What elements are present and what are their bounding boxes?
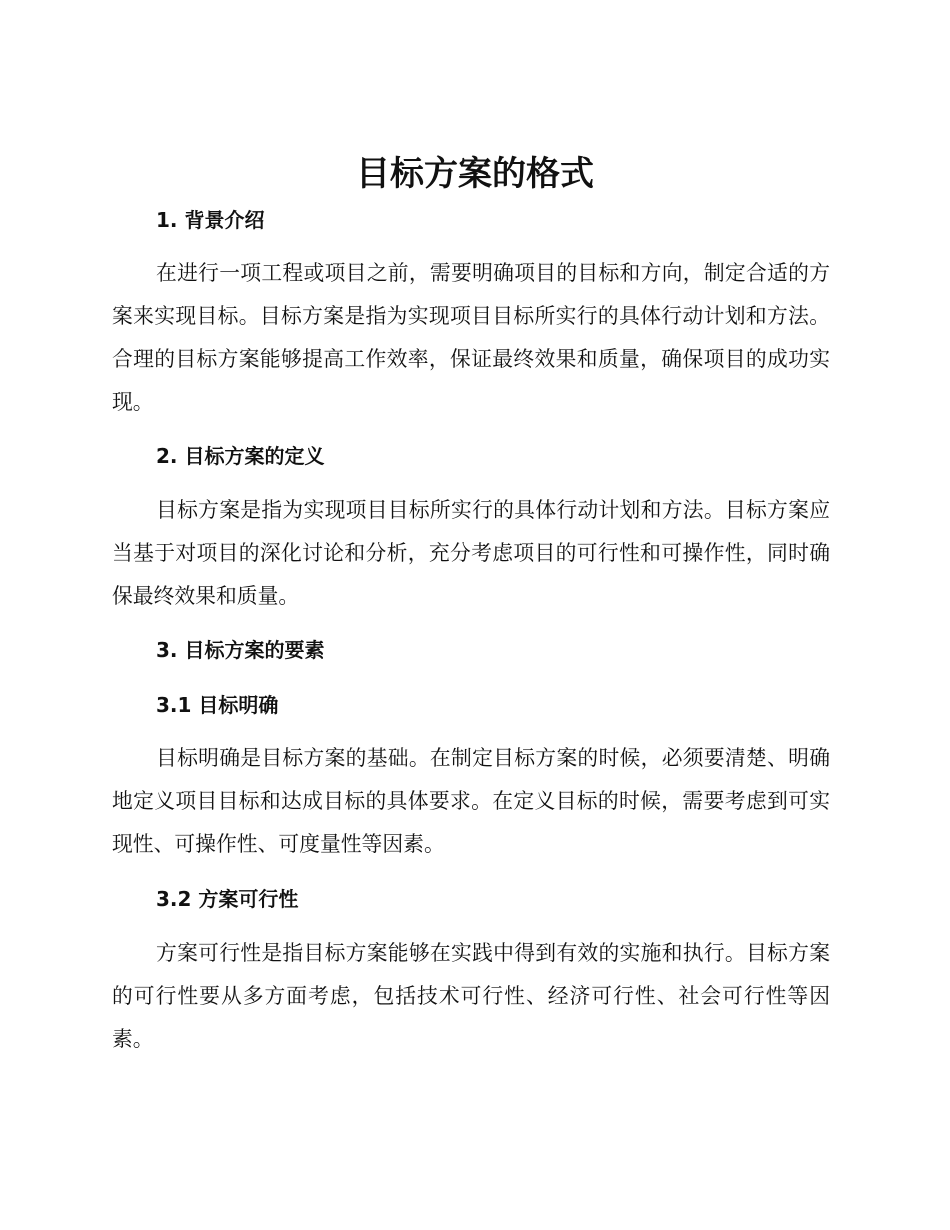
section-body-background: 在进行一项工程或项目之前，需要明确项目的目标和方向，制定合适的方案来实现目标。目标方案是指为实现项目目标所实行的具体行动计划和方法。合理的目标方案能够提高工作效率，保证最终效果和质量，确保项目的成功实现。 [112,261,830,414]
section-heading-background: 1. 背景介绍 [156,208,265,232]
section-heading-feasibility: 3.2 方案可行性 [156,887,299,911]
section-body-feasibility: 方案可行性是指目标方案能够在实践中得到有效的实施和执行。目标方案的可行性要从多方面考虑，包括技术可行性、经济可行性、社会可行性等因素。 [112,941,830,1051]
document-title: 目标方案的格式 [356,154,594,194]
section-heading-elements: 3. 目标方案的要素 [156,638,325,662]
section-heading-clear-goal: 3.1 目标明确 [156,693,279,717]
section-body-clear-goal: 目标明确是目标方案的基础。在制定目标方案的时候，必须要清楚、明确地定义项目目标和达成目标的具体要求。在定义目标的时候，需要考虑到可实现性、可操作性、可度量性等因素。 [112,746,830,856]
section-heading-definition: 2. 目标方案的定义 [156,444,325,468]
section-body-definition: 目标方案是指为实现项目目标所实行的具体行动计划和方法。目标方案应当基于对项目的深化讨论和分析，充分考虑项目的可行性和可操作性，同时确保最终效果和质量。 [112,498,830,608]
